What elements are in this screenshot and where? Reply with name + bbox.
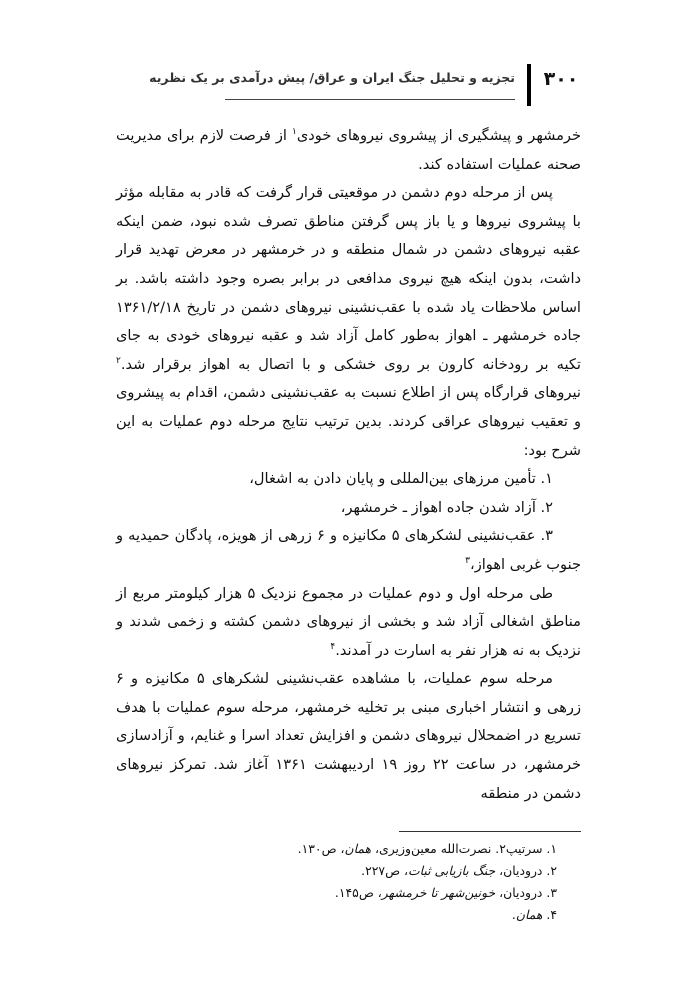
footnote-italic: خونین‌شهر تا خرمشهر	[381, 885, 496, 900]
footnote-italic: جنگ بازیابی ثبات	[407, 863, 496, 878]
footnote-text: ۳. درودیان،	[495, 885, 557, 900]
footnote	[117, 838, 557, 860]
footnote-text: .	[511, 907, 516, 922]
running-header	[149, 64, 581, 108]
paragraph-text: خرمشهر و پیشگیری از پیشروی نیروهای خودی	[296, 127, 581, 144]
paragraph	[116, 580, 581, 666]
footnote-text: ۲. درودیان،	[495, 863, 557, 878]
footnote	[117, 860, 557, 882]
list-item	[116, 522, 581, 579]
paragraph-text: از فرصت لازم برای مدیریت صحنه عملیات استفاده کند.	[116, 127, 581, 173]
footnote-text: ۱. سرتیپ۲. نصرت‌الله معین‌وزیری،	[371, 841, 557, 856]
list-item: ۲. آزاد شدن جاده اهواز ـ خرمشهر،	[340, 498, 553, 516]
footnotes	[117, 838, 557, 926]
footnote-ref: ۲	[116, 355, 121, 366]
footnote-separator	[399, 831, 581, 832]
header-title: تجزیه و تحلیل جنگ ایران و عراق/ پیش درآمدی بر یک نظریه	[149, 70, 515, 85]
footnote-ref: ۳	[465, 556, 470, 567]
footnote-text: ۴.	[542, 907, 557, 922]
footnote-text: ، ص۱۳۰.	[297, 841, 345, 856]
header-divider-bar	[527, 64, 531, 106]
paragraph	[116, 179, 581, 465]
footnote-text: ، ص۱۴۵.	[334, 885, 382, 900]
footnote	[117, 882, 557, 904]
body-text	[116, 122, 581, 808]
list-item: ۱. تأمین مرزهای بین‌المللی و پایان دادن به اشغال،	[249, 470, 553, 488]
paragraph-continuation	[116, 122, 581, 179]
paragraph-text: پس از مرحله دوم دشمن در موقعیتی قرار گرفت که قادر به مقابله مؤثر با پیشروی نیروها و یا باز پس گرفتن مناطق تصرف شده نبود، ضمن اینکه عقبه نیروهای دشمن در شمال منطقه و در خرمشهر در معرض تهدید قرار داشت، بدون اینکه هیچ نیروی مدافعی در برابر بصره وجود داشته باشد. بر اساس ملاحظات یاد شده با عقب‌نشینی نیروهای دشمن در تاریخ ۱۳۶۱/۲/۱۸ جاده خرمشهر ـ اهواز به‌طور کامل آزاد شد و عقبه نیروهای خودی به جای تکیه بر رودخانه کارون بر روی خشکی و با اتصال به اهواز برقرار شد.	[116, 184, 581, 373]
paragraph-text: نیروهای قرارگاه پس از اطلاع نسبت به عقب‌نشینی دشمن، اقدام به پیشروی و تعقیب نیروهای عراقی کردند. بدین ترتیب نتایج مرحله دوم عملیات به این شرح بود:	[116, 384, 581, 459]
paragraph-text: طی مرحله اول و دوم عملیات در مجموع نزدیک ۵ هزار کیلومتر مربع از مناطق اشغالی آزاد شد و بخشی از نیروهای دشمن کشته و زخمی شدند و نزدیک به نه هزار نفر به اسارت در آمدند.	[116, 584, 581, 659]
page-number: ۳۰۰	[543, 68, 579, 90]
footnote-ref: ۴	[330, 641, 336, 652]
footnote-italic: همان	[515, 907, 543, 922]
header-rule	[225, 99, 515, 100]
footnote-italic: همان	[344, 841, 372, 856]
paragraph: مرحله سوم عملیات، با مشاهده عقب‌نشینی لشکرهای ۵ مکانیزه و ۶ زرهی و انتشار اخباری مبنی بر تخلیه خرمشهر، مرحله سوم عملیات با هدف تسریع در اضمحلال نیروهای دشمن و افزایش تعداد اسرا و غنایم، و آزادسازی خرمشهر، در ساعت ۲۲ روز ۱۹ اردیبهشت ۱۳۶۱ آغاز شد. تمرکز نیروهای دشمن در منطقه	[116, 670, 582, 802]
list-item-text: ۳. عقب‌نشینی لشکرهای ۵ مکانیزه و ۶ زرهی از هویزه، پادگان حمیدیه و جنوب غربی اهواز،	[116, 527, 581, 573]
footnote-ref: ۱	[292, 127, 297, 138]
footnote-text: ، ص۲۲۷.	[361, 863, 408, 878]
footnote	[117, 904, 557, 926]
